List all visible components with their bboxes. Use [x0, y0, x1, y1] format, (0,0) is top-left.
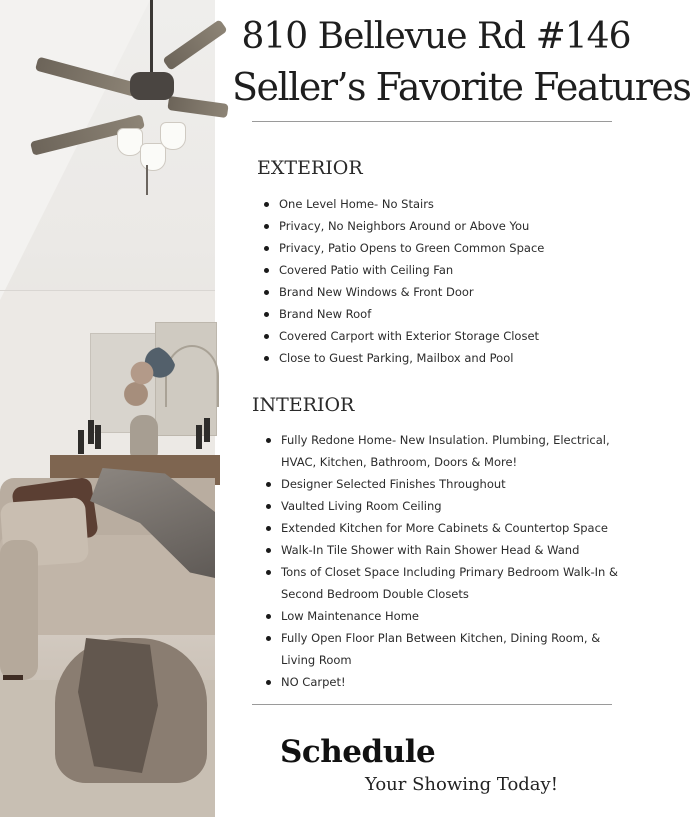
fan-light [160, 122, 186, 150]
list-item: Walk-In Tile Shower with Rain Shower Head & Wand [265, 539, 618, 561]
list-item: Designer Selected Finishes Throughout [265, 473, 618, 495]
candle-holder [196, 425, 202, 449]
list-item: Tons of Closet Space Including Primary Bedroom Walk-In & [265, 561, 618, 583]
exterior-heading: EXTERIOR [257, 157, 363, 179]
sofa-arm [0, 540, 38, 680]
list-item: Vaulted Living Room Ceiling [265, 495, 618, 517]
list-item: Low Maintenance Home [265, 605, 618, 627]
list-item-continuation: HVAC, Kitchen, Bathroom, Doors & More! [281, 455, 518, 469]
list-item: Extended Kitchen for More Cabinets & Countertop Space [265, 517, 618, 539]
list-item: Fully Open Floor Plan Between Kitchen, Dining Room, & [265, 627, 618, 649]
list-item: Fully Redone Home- New Insulation. Plumbing, Electrical, [265, 429, 618, 451]
fan-blade [162, 19, 227, 71]
fan-pull-chain [146, 165, 148, 195]
fan-blade [167, 96, 228, 118]
list-item: Privacy, No Neighbors Around or Above You [263, 215, 544, 237]
schedule-subheading: Your Showing Today! [365, 774, 558, 795]
interior-list [265, 429, 618, 693]
ceiling-edge [0, 290, 215, 291]
fan-hub [130, 72, 174, 100]
list-item: NO Carpet! [265, 671, 618, 693]
candle-holder [95, 425, 101, 449]
list-item-continuation: Second Bedroom Double Closets [281, 587, 469, 601]
schedule-heading: Schedule [280, 734, 436, 770]
candle-holder [88, 420, 94, 444]
list-item: Covered Patio with Ceiling Fan [263, 259, 544, 281]
address-title: 810 Bellevue Rd #146 [241, 16, 631, 57]
living-room-photo [0, 0, 215, 817]
features-title: Seller’s Favorite Features [232, 65, 690, 109]
vase [130, 415, 158, 460]
list-item: Brand New Windows & Front Door [263, 281, 544, 303]
list-item: Brand New Roof [263, 303, 544, 325]
page-title [232, 12, 690, 112]
fan-rod [150, 0, 153, 75]
candle-holder [78, 430, 84, 454]
list-item: Privacy, Patio Opens to Green Common Space [263, 237, 544, 259]
divider-top [252, 121, 612, 122]
list-item: Close to Guest Parking, Mailbox and Pool [263, 347, 544, 369]
dried-flowers [118, 345, 178, 415]
divider-bottom [252, 704, 612, 705]
list-item-continuation: Living Room [281, 653, 352, 667]
interior-heading: INTERIOR [252, 394, 355, 416]
exterior-list [263, 193, 544, 369]
list-item: Covered Carport with Exterior Storage Closet [263, 325, 544, 347]
candle-holder [204, 418, 210, 442]
list-item: One Level Home- No Stairs [263, 193, 544, 215]
fan-light [140, 143, 166, 171]
